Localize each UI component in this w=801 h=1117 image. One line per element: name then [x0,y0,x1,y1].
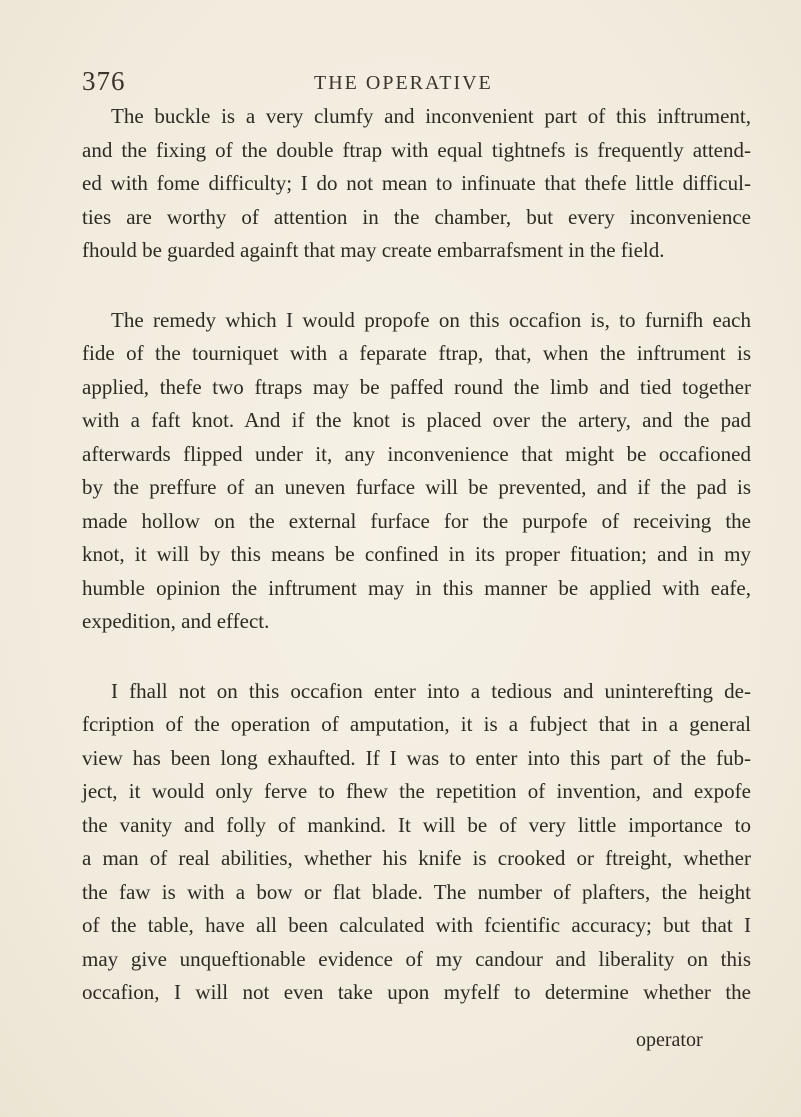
text-line: afterwards flipped under it, any inconvenience that might be occafioned [82,441,751,466]
text-line: of the table, have all been calculated with fcientific accuracy; but that I [82,913,751,937]
body-text [82,100,751,1010]
text-line: ject, it would only ferve to fhew the repetition of invention, and expofe [82,779,751,803]
paragraph-1 [82,100,751,268]
text-line: by the preffure of an uneven furface will be prevented, and if the pad is [82,475,751,499]
running-head: THE OPERATIVE [314,72,493,94]
text-line: humble opinion the inftrument may in this manner be applied with eafe, [82,575,751,600]
text-line: fide of the tourniquet with a feparate ftrap, that, when the inftrument is [82,341,751,365]
text-line: knot, it will by this means be confined in its proper fituation; and in my [82,542,751,566]
catchword: operator [636,1029,703,1051]
text-line: expedition, and effect. [82,609,270,633]
text-line: may give unqueftionable evidence of my candour and liberality on this [82,946,751,971]
text-line: The buckle is a very clumfy and inconvenient part of this inftrument, [111,104,751,128]
text-line: the faw is with a bow or flat blade. The number of plafters, the height [82,879,751,904]
page-header [82,66,716,100]
paragraph-2 [82,304,751,639]
page-number: 376 [82,66,126,96]
text-line: fcription of the operation of amputation, it is a fubject that in a general [82,712,751,736]
text-line: with a faft knot. And if the knot is placed over the artery, and the pad [82,408,751,432]
text-line: made hollow on the external furface for the purpofe of receiving the [82,508,751,533]
text-line: applied, thefe two ftraps may be paffed round the limb and tied together [82,374,751,399]
text-line: and the fixing of the double ftrap with equal tightnefs is frequently attend- [82,137,751,162]
text-line: I fhall not on this occafion enter into a tedious and uninterefting de- [111,678,751,703]
text-line: fhould be guarded againft that may create embarrafsment in the field. [82,238,665,262]
text-line: a man of real abilities, whether his knife is crooked or ftreight, whether [82,846,751,870]
text-line: ties are worthy of attention in the chamber, but every inconvenience [82,204,751,229]
paragraph-3 [82,675,751,1010]
text-line: ed with fome difficulty; I do not mean to infinuate that thefe little difficul- [82,171,751,195]
text-line: The remedy which I would propofe on this occafion is, to furnifh each [111,307,751,332]
text-line: view has been long exhaufted. If I was to enter into this part of the fub- [82,745,751,770]
text-line: occafion, I will not even take upon myfelf to determine whether the [82,980,751,1004]
text-line: the vanity and folly of mankind. It will be of very little importance to [82,812,751,837]
